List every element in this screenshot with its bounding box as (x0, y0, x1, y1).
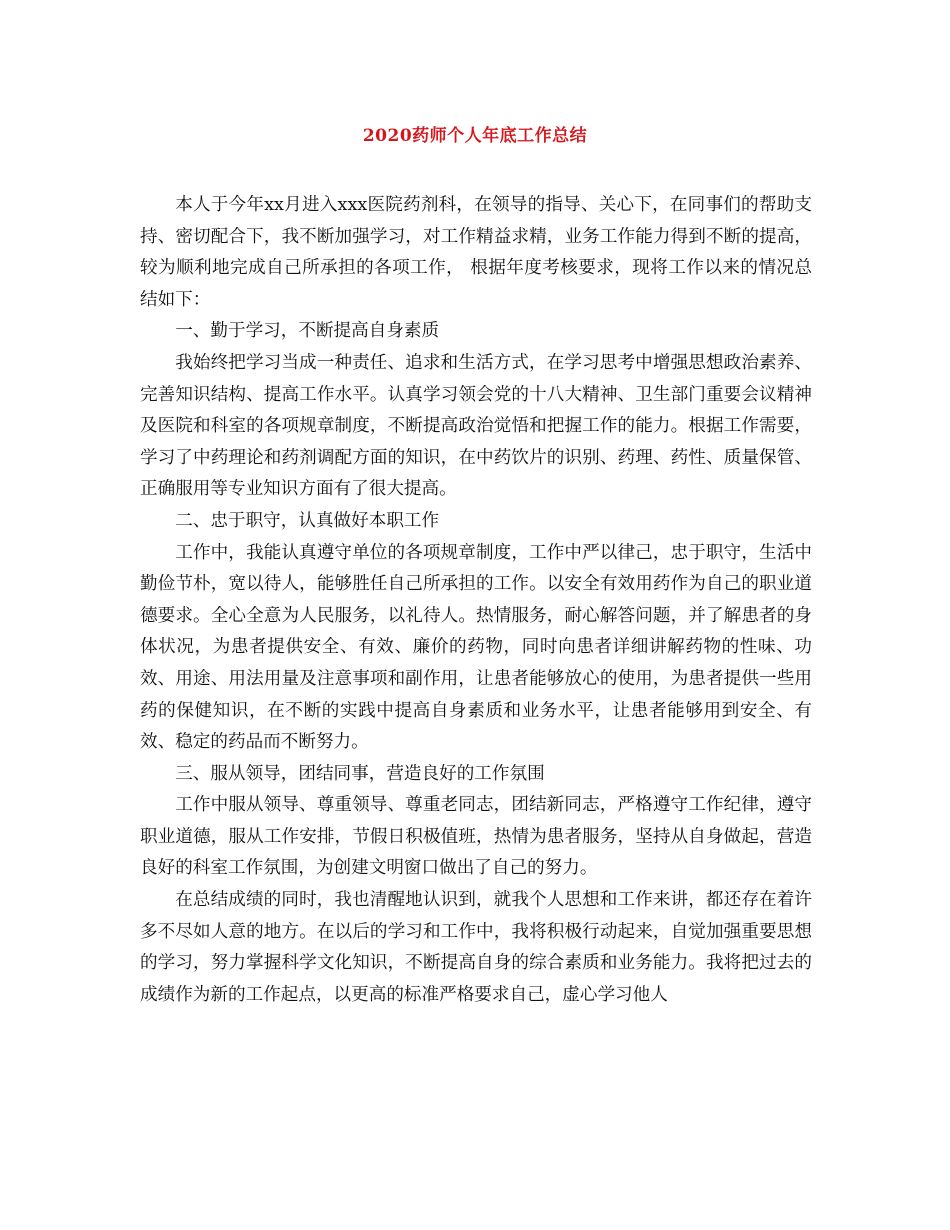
closing-paragraph: 在总结成绩的同时，我也清醒地认识到，就我个人思想和工作来讲，都还存在着许多不尽如人意的地方。在以后的学习和工作中，我将积极行动起来，自觉加强重要思想的学习，努力掌握科学文化知识，不断提高自身的综合素质和业务能力。我将把过去的成绩作为新的工作起点，以更高的标准严格要求自己，虚心学习他人 (140, 890, 812, 1005)
intro-paragraph: 本人于今年xx月进入xxx医院药剂科，在领导的指导、关心下，在同事们的帮助支持、密切配合下，我不断加强学习，对工作精益求精，业务工作能力得到不断的提高，较为顺利地完成自己所承担的各项工作， 根据年度考核要求，现将工作以来的情况总结如下： (140, 195, 812, 310)
section-3-paragraph: 工作中服从领导、尊重领导、尊重老同志，团结新同志，严格遵守工作纪律，遵守职业道德，服从工作安排，节假日积极值班，热情为患者服务，坚持从自身做起，营造良好的科室工作氛围，为创建文明窗口做出了自己的努力。 (140, 795, 812, 879)
document-title: 2020药师个人年底工作总结 (362, 126, 588, 146)
section-1-paragraph: 我始终把学习当成一种责任、追求和生活方式，在学习思考中增强思想政治素养、完善知识结构、提高工作水平。认真学习领会党的十八大精神、卫生部门重要会议精神及医院和科室的各项规章制度，不断提高政治觉悟和把握工作的能力。根据工作需要，学习了中药理论和药剂调配方面的知识，在中药饮片的识别、药理、药性、质量保管、正确服用等专业知识方面有了很大提高。 (140, 352, 812, 500)
section-2-paragraph: 工作中，我能认真遵守单位的各项规章制度，工作中严以律己，忠于职守，生活中勤俭节朴，宽以待人，能够胜任自己所承担的工作。以安全有效用药作为自己的职业道德要求。全心全意为人民服务，以礼待人。热情服务，耐心解答问题，并了解患者的身体状况，为患者提供安全、有效、廉价的药物，同时向患者详细讲解药物的性味、功效、用途、用法用量及注意事项和副作用，让患者能够放心的使用，为患者提供一些用药的保健知识，在不断的实践中提高自身素质和业务水平，让患者能够用到安全、有效、稳定的药品而不断努力。 (140, 542, 812, 753)
section-heading-2: 二、忠于职守，认真做好本职工作 (175, 510, 440, 531)
section-heading-1: 一、勤于学习，不断提高自身素质 (175, 321, 440, 342)
document-body (140, 190, 812, 1011)
section-heading-3: 三、服从领导，团结同事，营造良好的工作氛围 (175, 763, 545, 784)
